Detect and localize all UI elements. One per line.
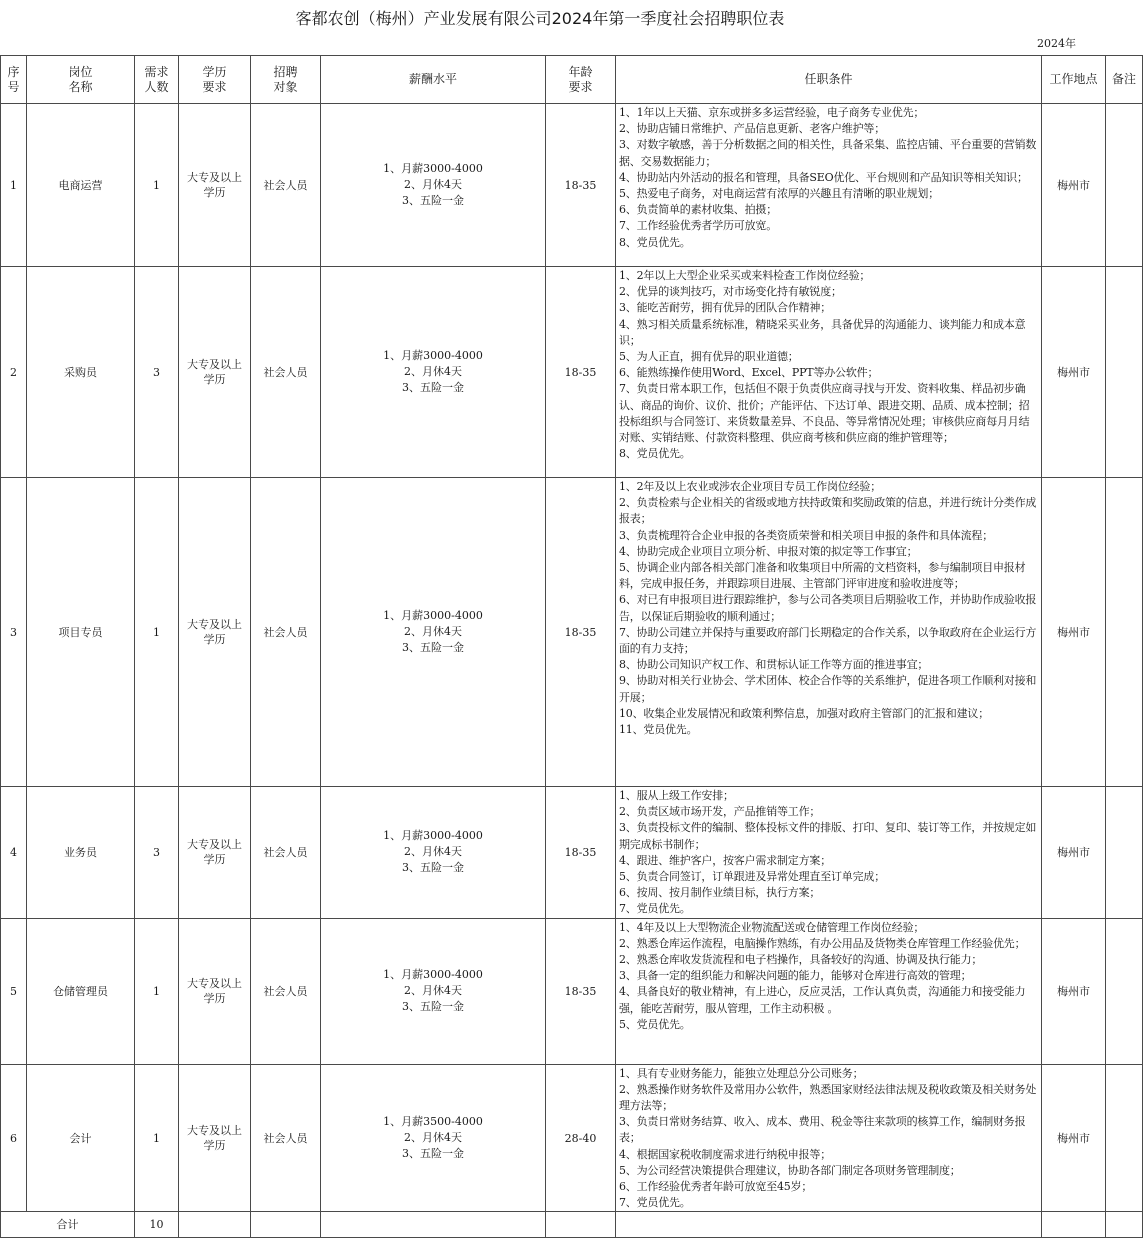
table-row <box>1 267 1143 478</box>
row-salary <box>321 787 546 919</box>
row-education: 大专及以上 学历 <box>179 478 251 787</box>
row-note <box>1106 267 1143 478</box>
row-target: 社会人员 <box>251 104 321 267</box>
row-seq: 3 <box>1 478 27 787</box>
header-requirements: 任职条件 <box>616 56 1042 104</box>
row-age: 18-35 <box>546 104 616 267</box>
salary-line: 3、五险一金 <box>402 194 464 207</box>
table-row <box>1 787 1143 919</box>
requirement-item: 1、2年以上大型企业采买或来料检查工作岗位经验； <box>619 269 871 282</box>
salary-line: 1、月薪3000-4000 <box>383 968 483 982</box>
requirement-item: 2、熟悉操作财务软件及常用办公软件，熟悉国家财经法律法规及税收政策及相关财务处理方法等； <box>619 1082 1037 1113</box>
row-education: 大专及以上 学历 <box>179 267 251 478</box>
row-requirements <box>616 478 1042 787</box>
total-empty-cell <box>546 1212 616 1238</box>
table-row <box>1 478 1143 787</box>
total-empty-cell <box>1042 1212 1106 1238</box>
requirement-item: 7、党员优先。 <box>619 902 691 916</box>
row-requirements <box>616 104 1042 267</box>
row-seq: 4 <box>1 787 27 919</box>
salary-line: 2、月休4天 <box>404 178 462 191</box>
requirement-item: 3、能吃苦耐劳，拥有优异的团队合作精神； <box>619 301 831 315</box>
row-count: 3 <box>135 787 179 919</box>
salary-line: 2、月休4天 <box>404 1131 462 1145</box>
requirement-item: 2、优异的谈判技巧，对市场变化持有敏锐度； <box>619 285 842 299</box>
row-note <box>1106 478 1143 787</box>
salary-line: 2、月休4天 <box>404 365 462 378</box>
requirement-item: 8、协助公司知识产权工作、和贯标认证工作等方面的推进事宜； <box>619 658 929 672</box>
salary-line: 3、五险一金 <box>402 861 464 875</box>
requirement-item: 6、能熟练操作使用Word、Excel、PPT等办公软件； <box>619 366 879 380</box>
requirement-item: 6、工作经验优秀者年龄可放宽至45岁； <box>619 1180 813 1194</box>
row-location: 梅州市 <box>1042 918 1106 1064</box>
header-salary: 薪酬水平 <box>321 56 546 104</box>
page-title: 客都农创（梅州）产业发展有限公司2024年第一季度社会招聘职位表 <box>295 9 785 28</box>
row-position-name: 仓储管理员 <box>27 918 135 1064</box>
requirement-item: 6、按周、按月制作业绩目标，执行方案； <box>619 886 821 900</box>
requirement-item: 3、具备一定的组织能力和解决问题的能力，能够对仓库进行高效的管理； <box>619 969 972 983</box>
recruitment-table <box>0 55 1143 1238</box>
requirement-item: 7、工作经验优秀者学历可放宽。 <box>619 219 777 233</box>
total-empty-cell <box>616 1212 1042 1238</box>
header-age: 年龄 要求 <box>546 56 616 104</box>
table-row <box>1 1064 1143 1212</box>
table-row <box>1 918 1143 1064</box>
requirement-item: 7、党员优先。 <box>619 1196 691 1210</box>
row-education: 大专及以上 学历 <box>179 918 251 1064</box>
requirement-item: 4、根据国家税收制度需求进行纳税申报等； <box>619 1147 831 1161</box>
requirement-item: 1、4年及以上大型物流企业物流配送或仓储管理工作岗位经验； <box>619 920 925 934</box>
row-location: 梅州市 <box>1042 267 1106 478</box>
row-count: 1 <box>135 104 179 267</box>
requirement-item: 1、具有专业财务能力，能独立处理总分公司账务； <box>619 1066 864 1080</box>
row-position-name: 项目专员 <box>27 478 135 787</box>
row-note <box>1106 1064 1143 1212</box>
requirement-item: 2、协助店铺日常维护、产品信息更新、老客户维护等； <box>619 122 885 136</box>
row-note <box>1106 104 1143 267</box>
row-count: 3 <box>135 267 179 478</box>
total-empty-cell <box>321 1212 546 1238</box>
requirement-item: 5、协调企业内部各相关部门准备和收集项目中所需的文档资料，参与编制项目申报材料，完成申报任务，并跟踪项目进展、主管部门评审进度和验收进度等； <box>619 561 1026 591</box>
requirement-item: 6、对已有申报项目进行跟踪维护，参与公司各类项目后期验收工作，并协助作成验收报告，以保证后期验收的顺利通过； <box>619 593 1037 623</box>
row-note <box>1106 787 1143 919</box>
salary-line: 1、月薪3000-4000 <box>383 609 483 622</box>
row-education: 大专及以上 学历 <box>179 787 251 919</box>
row-seq: 6 <box>1 1064 27 1212</box>
row-salary <box>321 918 546 1064</box>
row-seq: 1 <box>1 104 27 267</box>
row-age: 18-35 <box>546 267 616 478</box>
row-target: 社会人员 <box>251 918 321 1064</box>
salary-line: 3、五险一金 <box>402 1000 464 1014</box>
requirement-item: 4、具备良好的敬业精神，有上进心，反应灵活，工作认真负责，沟通能力和接受能力强，能吃苦耐劳，服从管理，工作主动积极 。 <box>619 985 1026 1015</box>
row-requirements <box>616 267 1042 478</box>
row-position-name: 业务员 <box>27 787 135 919</box>
row-count: 1 <box>135 1064 179 1212</box>
row-count: 1 <box>135 918 179 1064</box>
salary-line: 3、五险一金 <box>402 641 464 654</box>
header-education: 学历 要求 <box>179 56 251 104</box>
requirement-item: 10、收集企业发展情况和政策利弊信息，加强对政府主管部门的汇报和建议； <box>619 706 989 720</box>
header-location: 工作地点 <box>1042 56 1106 104</box>
requirement-item: 8、党员优先。 <box>619 447 691 461</box>
total-empty-cell <box>251 1212 321 1238</box>
row-position-name: 采购员 <box>27 267 135 478</box>
total-row <box>1 1212 1143 1238</box>
salary-line: 1、月薪3000-4000 <box>383 349 483 362</box>
total-count: 10 <box>135 1212 179 1238</box>
row-location: 梅州市 <box>1042 104 1106 267</box>
row-position-name: 电商运营 <box>27 104 135 267</box>
row-salary <box>321 478 546 787</box>
header-position-name: 岗位 名称 <box>27 56 135 104</box>
row-age: 28-40 <box>546 1064 616 1212</box>
requirement-item: 2、熟悉仓库运作流程，电脑操作熟练，有办公用品及货物类仓库管理工作经验优先； <box>619 936 1026 950</box>
row-salary <box>321 1064 546 1212</box>
requirement-item: 3、对数字敏感，善于分析数据之间的相关性，具备采集、监控店铺、平台重要的营销数据、交易数据能力； <box>619 138 1037 168</box>
salary-line: 2、月休4天 <box>404 984 462 998</box>
requirement-item: 9、协助对相关行业协会、学术团体、校企合作等的关系维护，促进各项工作顺利对接和开展； <box>619 674 1037 704</box>
total-label: 合计 <box>1 1212 135 1238</box>
total-empty-cell <box>1106 1212 1143 1238</box>
header-row <box>1 56 1143 104</box>
requirement-item: 4、协助站内外活动的报名和管理，具备SEO优化、平台规则和产品知识等相关知识； <box>619 170 1028 184</box>
requirement-item: 1、服从上级工作安排； <box>619 789 734 802</box>
salary-line: 3、五险一金 <box>402 1147 464 1161</box>
row-target: 社会人员 <box>251 787 321 919</box>
requirement-item: 2、熟悉仓库收发货流程和电子档操作，具备较好的沟通、协调及执行能力； <box>619 953 983 967</box>
salary-line: 2、月休4天 <box>404 625 462 638</box>
row-education: 大专及以上 学历 <box>179 104 251 267</box>
year-label: 2024年 <box>1037 37 1076 50</box>
row-age: 18-35 <box>546 478 616 787</box>
requirement-item: 4、跟进、维护客户，按客户需求制定方案； <box>619 853 831 867</box>
requirement-item: 3、负责梳理符合企业申报的各类资质荣誉和相关项目申报的条件和具体流程； <box>619 528 993 542</box>
requirement-item: 4、熟习相关质量系统标准，精晓采买业务，具备优异的沟通能力、谈判能力和成本意识； <box>619 317 1026 347</box>
requirement-item: 7、负责日常本职工作，包括但不限于负责供应商寻找与开发、资料收集、样品初步确认、商品的询价、议价、批价；产能评估、下达订单、跟进交期、品质、成本控制；招投标组织与合同签订、来货数量差异、不良品、等异常情况处理；审核供应商每月月结对账、实销结账、付款资料整理、供应商考核和供应商的维护管理等； <box>619 382 1030 445</box>
salary-line: 3、五险一金 <box>402 381 464 394</box>
row-salary <box>321 104 546 267</box>
row-requirements <box>616 918 1042 1064</box>
requirement-item: 6、负责简单的素材收集、拍摄； <box>619 203 777 217</box>
row-target: 社会人员 <box>251 267 321 478</box>
row-seq: 5 <box>1 918 27 1064</box>
requirement-item: 5、热爱电子商务，对电商运营有浓厚的兴趣且有清晰的职业规划； <box>619 187 939 201</box>
row-age: 18-35 <box>546 787 616 919</box>
table-row <box>1 104 1143 267</box>
row-target: 社会人员 <box>251 1064 321 1212</box>
requirement-item: 7、协助公司建立并保持与重要政府部门长期稳定的合作关系，以争取政府在企业运行方面的有力支持； <box>619 625 1037 656</box>
requirement-item: 4、协助完成企业项目立项分析、申报对策的拟定等工作事宜； <box>619 544 918 558</box>
row-seq: 2 <box>1 267 27 478</box>
row-count: 1 <box>135 478 179 787</box>
row-education: 大专及以上 学历 <box>179 1064 251 1212</box>
row-location: 梅州市 <box>1042 1064 1106 1212</box>
salary-line: 2、月休4天 <box>404 845 462 859</box>
salary-line: 1、月薪3000-4000 <box>383 162 483 175</box>
requirement-item: 1、1年以上天猫、京东或拼多多运营经验，电子商务专业优先； <box>619 106 925 119</box>
row-location: 梅州市 <box>1042 478 1106 787</box>
salary-line: 1、月薪3500-4000 <box>383 1115 483 1129</box>
row-requirements <box>616 1064 1042 1212</box>
requirement-item: 3、负责投标文件的编制、整体投标文件的排版、打印、复印、装订等工作，并按规定如期完成标书制作； <box>619 821 1037 851</box>
requirement-item: 1、2年及以上农业或涉农企业项目专员工作岗位经验； <box>619 480 881 493</box>
requirement-item: 2、负责检索与企业相关的省级或地方扶持政策和奖励政策的信息，并进行统计分类作成报表； <box>619 496 1037 526</box>
requirement-item: 5、党员优先。 <box>619 1017 691 1031</box>
row-note <box>1106 918 1143 1064</box>
requirement-item: 5、负责合同签订，订单跟进及异常处理直至订单完成； <box>619 870 885 884</box>
requirement-item: 3、负责日常财务结算、收入、成本、费用、税金等往来款项的核算工作，编制财务报表； <box>619 1115 1026 1145</box>
row-target: 社会人员 <box>251 478 321 787</box>
row-age: 18-35 <box>546 918 616 1064</box>
header-count: 需求 人数 <box>135 56 179 104</box>
requirement-item: 5、为公司经营决策提供合理建议，协助各部门制定各项财务管理制度； <box>619 1163 961 1177</box>
header-target: 招聘 对象 <box>251 56 321 104</box>
requirement-item: 2、负责区域市场开发，产品推销等工作； <box>619 805 821 819</box>
requirement-item: 8、党员优先。 <box>619 235 691 249</box>
salary-line: 1、月薪3000-4000 <box>383 829 483 843</box>
total-empty-cell <box>179 1212 251 1238</box>
row-salary <box>321 267 546 478</box>
row-position-name: 会计 <box>27 1064 135 1212</box>
header-seq: 序 号 <box>1 56 27 104</box>
header-note: 备注 <box>1106 56 1143 104</box>
row-requirements <box>616 787 1042 919</box>
row-location: 梅州市 <box>1042 787 1106 919</box>
requirement-item: 11、党员优先。 <box>619 723 698 737</box>
requirement-item: 5、为人正直，拥有优异的职业道德； <box>619 350 799 364</box>
